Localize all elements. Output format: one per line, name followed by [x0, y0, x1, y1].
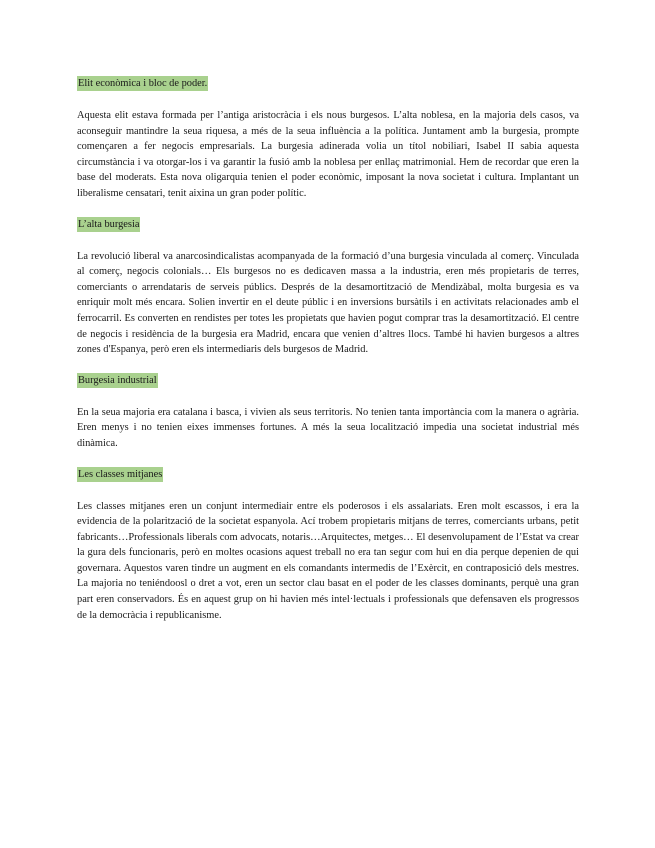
section-paragraph-classes-mitjanes: Les classes mitjanes eren un conjunt intermediair entre els poderosos i els assalariats. Eren molt escassos, i era la evidencia de la polarització de la societat espanyola. Ací trobem propietaris mitjans de terres, comerciants urbans, petit fabricants…Professionals liberals com advocats, notaris…Arquitectes, metges… El desenvolupament de l’Estat va crear la gura dels funcionaris, però en moltes ocasions aquest treball no era tan segur com hui en dia perque depenien de qui governara. Aquestos varen tindre un augment en els comandants intermedis de l’Exèrcit, en contraposició dels mestres. La majoria no teniéndoosl o dret a vot, eren un sector clau basat en el poder de les classes dominants, perquè una gran part eren conservadors. És en aquest grup on hi havien més intel·lectuals i professionals que defensaven els progressos de la democràcia i republicanisme.: [77, 500, 579, 621]
section-heading-row: [77, 217, 579, 232]
section-heading-row: [77, 76, 579, 91]
section-heading-row: [77, 467, 579, 482]
section-heading-elit: Elit econòmica i bloc de poder.: [78, 78, 208, 89]
section-paragraph-burgesia-industrial: En la seua majoria era catalana i basca, i vivien als seus territoris. No tenien tanta importància com la manera o agrària. Eren menys i no tenien eixes immenses fortunes. A més la seua localització impedia una societat industrial més dinàmica.: [77, 406, 579, 449]
section-heading-row: [77, 373, 579, 388]
document-page: [77, 76, 579, 638]
section-paragraph-alta-burgesia: La revolució liberal va anarcosindicalistas acompanyada de la formació d’una burgesia vinculada al comerç. Vinculada al comerç, negocis colonials… Els burgesos no es dedicaven massa a la industria, eren més propietaris de terres, comerciants o arrendataris de serveis públics. Després de la desamortització de Mendizàbal, molta burgesia es va enriquir molt més encara. Solien invertir en el deute públic i en inversions bursàtils i en activitats relacionades amb el ferrocarril. Es converten en rendistes per totes les propietats que havien pogut comprar tras la desamortització. El centre de negocis i residència de la burgesia era Madrid, encara que venien d’altres llocs. També hi havien burgesos a altres zones d'Espanya, però eren els intermediaris dels burgesos de Madrid.: [77, 250, 579, 356]
section-heading-classes-mitjanes: Les classes mitjanes: [78, 468, 163, 480]
section-heading-burgesia-industrial: Burgesia industrial: [78, 374, 157, 386]
section-paragraph-elit: Aquesta elit estava formada per l’antiga aristocràcia i els nous burgesos. L’alta noblesa, en la majoria dels casos, va aconseguir mantindre la seua riquesa, a més de la seua influència a la política. Juntament amb la burgesia, prompte començaren a fer negocis empresarials. La burgesia adinerada volia un títol nobiliari, Isabel II sabia aquesta circumstància i va otorgar-los i va garantir la fusió amb la noblesa per enllaç matrimonial. Hem de recordar que eren la base del moderats. Esta nova oligarquia tenien el poder econòmic, imposant la nova societat i cultura. Implantant un liberalisme censatari, tenit aixina un gran poder polític.: [77, 110, 579, 199]
section-heading-alta-burgesia: L’alta burgesia: [78, 218, 140, 230]
